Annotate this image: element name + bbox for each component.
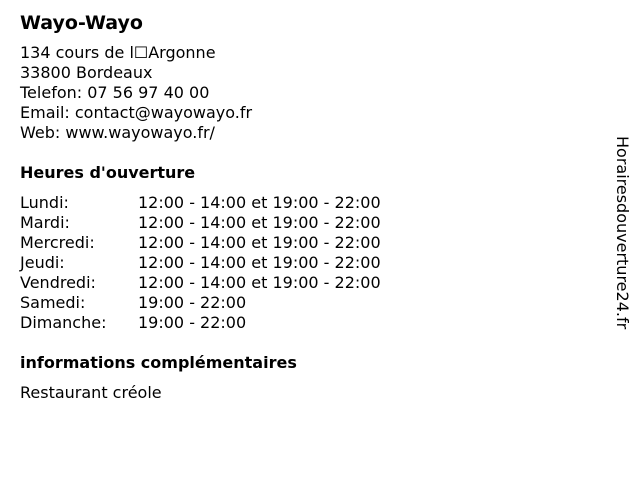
- hours-row-sunday: [20, 313, 600, 333]
- time-range: 19:00 - 22:00: [138, 313, 247, 332]
- time-range: 12:00 - 14:00 et 19:00 - 22:00: [138, 233, 381, 252]
- address-city: 33800 Bordeaux: [20, 63, 153, 82]
- hours-row-friday: [20, 273, 600, 293]
- address-street: 134 cours de l☐Argonne: [20, 43, 216, 62]
- email-line: Email: contact@wayowayo.fr: [20, 103, 253, 122]
- additional-info-heading: informations complémentaires: [20, 353, 297, 372]
- additional-info-text: Restaurant créole: [20, 383, 162, 402]
- day-label: Mardi:: [20, 213, 70, 232]
- web-line: Web: www.wayowayo.fr/: [20, 123, 215, 142]
- day-label: Mercredi:: [20, 233, 95, 252]
- time-range: 12:00 - 14:00 et 19:00 - 22:00: [138, 273, 381, 292]
- phone-line: Telefon: 07 56 97 40 00: [20, 83, 210, 102]
- business-name: Wayo-Wayo: [20, 12, 143, 34]
- day-label: Lundi:: [20, 193, 69, 212]
- hours-row-thursday: [20, 253, 600, 273]
- site-watermark: Horairesdouverture24.fr: [613, 136, 632, 330]
- time-range: 12:00 - 14:00 et 19:00 - 22:00: [138, 213, 381, 232]
- day-label: Samedi:: [20, 293, 86, 312]
- hours-row-monday: [20, 193, 600, 213]
- day-label: Dimanche:: [20, 313, 107, 332]
- day-label: Jeudi:: [20, 253, 65, 272]
- time-range: 19:00 - 22:00: [138, 293, 247, 312]
- time-range: 12:00 - 14:00 et 19:00 - 22:00: [138, 193, 381, 212]
- hours-row-saturday: [20, 293, 600, 313]
- opening-hours-heading: Heures d'ouverture: [20, 163, 196, 182]
- opening-hours-list: [20, 193, 600, 333]
- time-range: 12:00 - 14:00 et 19:00 - 22:00: [138, 253, 381, 272]
- day-label: Vendredi:: [20, 273, 96, 292]
- business-card: [20, 11, 600, 403]
- hours-row-tuesday: [20, 213, 600, 233]
- hours-row-wednesday: [20, 233, 600, 253]
